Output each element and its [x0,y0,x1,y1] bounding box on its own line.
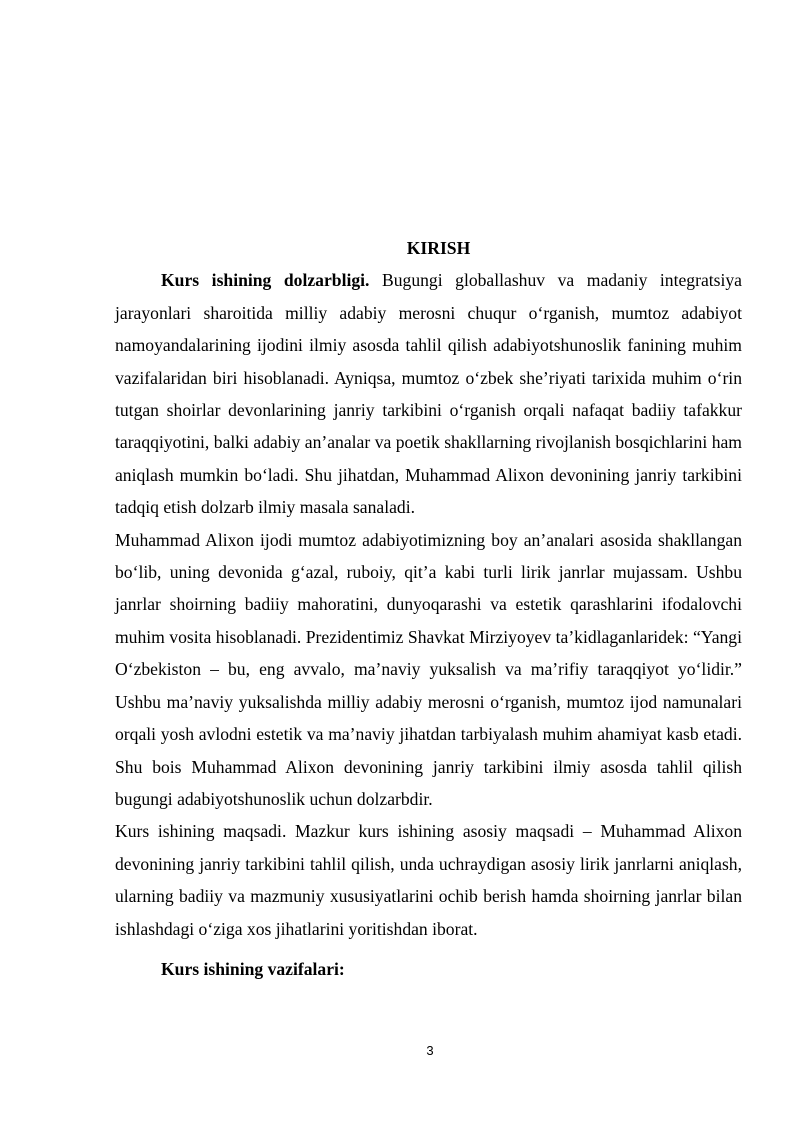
paragraph-relevance [115,264,742,523]
paragraph-goal: Kurs ishining maqsadi. Mazkur kurs ishining asosiy maqsadi – Muhammad Alixon devonining janriy tarkibini tahlil qilish, unda uchraydigan asosiy lirik janrlarni aniqlash, ularning badiiy va mazmuniy xususiyatlarini ochib berish hamda shoirning janrlar bilan ishlashdagi o‘ziga xos jihatlarini yoritishdan iborat. [115,821,742,939]
document-body [115,232,742,985]
paragraph-text-relevance: Bugungi globallashuv va madaniy integratsiya jarayonlari sharoitida milliy adabiy merosni chuqur o‘rganish, mumtoz adabiyot namoyandalarining ijodini ilmiy asosda tahlil qilish adabiyotshunoslik fanining muhim vazifalaridan biri hisoblanadi. Ayniqsa, mumtoz o‘zbek she’riyati tarixida muhim o‘rin tutgan shoirlar devonlarining janriy tarkibini o‘rganish orqali nafaqat badiiy tafakkur taraqqiyotini, balki adabiy an’analar va poetik shakllarning rivojlanish bosqichlarini ham aniqlash mumkin bo‘ladi. Shu jihatdan, Muhammad Alixon devonining janriy tarkibini tadqiq etish dolzarb ilmiy masala sanaladi. [115,270,742,518]
section-heading: KIRISH [406,238,471,258]
paragraph-lead-relevance: Kurs ishining dolzarbligi. [161,270,370,291]
page-number: 3 [426,1043,434,1058]
paragraph-tasks-lead: Kurs ishining vazifalari: [161,958,345,979]
paragraph-author-work: Muhammad Alixon ijodi mumtoz adabiyotimizning boy an’analari asosida shakllangan bo‘lib, uning devonida g‘azal, ruboiy, qit’a kabi turli lirik janrlar mujassam. Ushbu janrlar shoirning badiiy mahoratini, dunyoqarashi va estetik qarashlarini ifodalovchi muhim vosita hisoblanadi. Prezidentimiz Shavkat Mirziyoyev ta’kidlaganlaridek: “Yangi O‘zbekiston – bu, eng avvalo, ma’naviy yuksalish va ma’rifiy taraqqiyot yo‘lidir.” Ushbu ma’naviy yuksalishda milliy adabiy merosni o‘rganish, mumtoz ijod namunalari orqali yosh avlodni estetik va ma’naviy jihatdan tarbiyalash muhim ahamiyat kasb etadi. Shu bois Muhammad Alixon devonining janriy tarkibini ilmiy asosda tahlil qilish bugungi adabiyotshunoslik uchun dolzarbdir. [115,529,742,809]
